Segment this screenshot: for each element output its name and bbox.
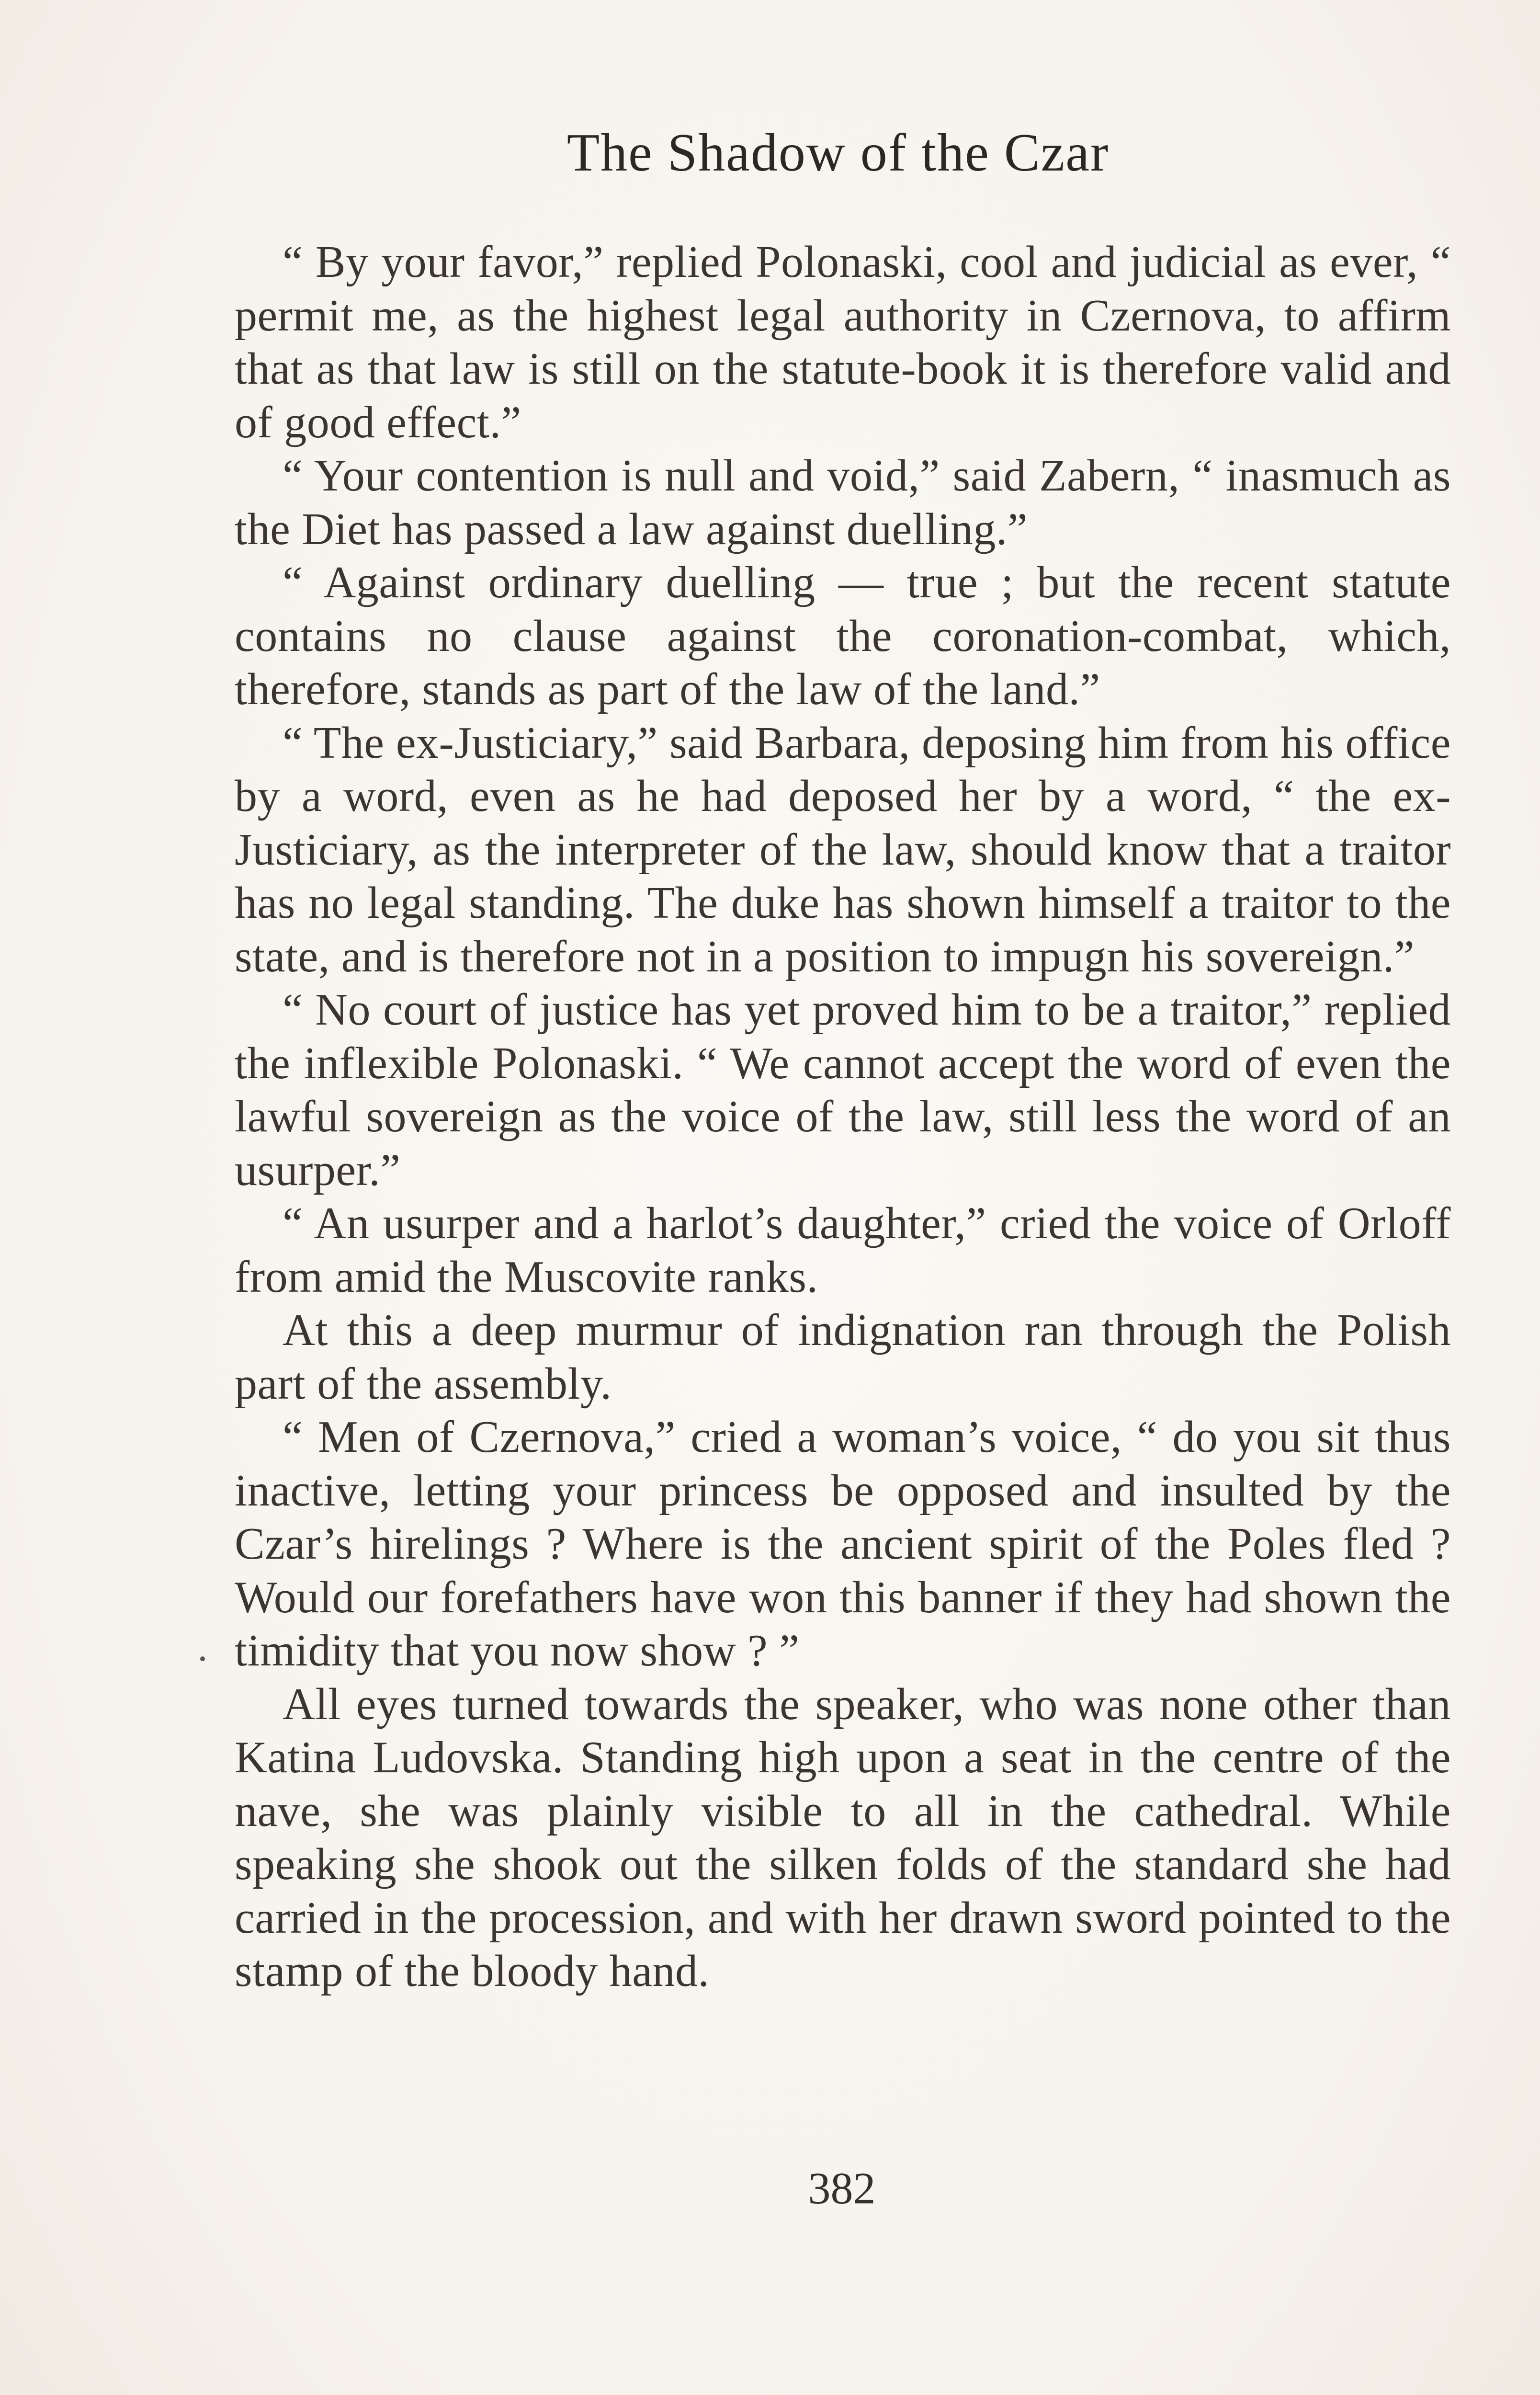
running-head-title: The Shadow of the Czar [566,123,1110,182]
paragraph: “ No court of justice has yet proved him to be a traitor,” replied the inflexible Polonaski. “ We cannot accept the word of even the lawful sovereign as the voice of the law, still less the word of an usurper.” [235,985,1451,1195]
paragraph: At this a deep murmur of indignation ran through the Polish part of the assembly. [235,1305,1451,1409]
paragraph: “ An usurper and a harlot’s daughter,” cried the voice of Orloff from amid the Muscovite ranks. [235,1198,1451,1302]
paragraph: “ Your contention is null and void,” said Zabern, “ inasmuch as the Diet has passed a law against duelling.” [235,451,1451,554]
paragraph: “ By your favor,” replied Polonaski, cool and judicial as ever, “ permit me, as the highest legal authority in Czernova, to affirm that as that law is still on the statute-book it is therefore valid and of good effect.” [235,237,1451,447]
paragraph: “ The ex-Justiciary,” said Barbara, deposing him from his office by a word, even as he had deposed her by a word, “ the ex-Justiciary, as the interpreter of the law, should know that a traitor has no legal standing. The duke has shown himself a traitor to the state, and is therefore not in a position to impugn his sovereign.” [235,718,1451,981]
body-text [235,236,1451,1998]
paragraph: All eyes turned towards the speaker, who was none other than Katina Ludovska. Standing high upon a seat in the centre of the nave, she was plainly visible to all in the cathedral. While speaking she shook out the silken folds of the standard she had carried in the procession, and with her drawn sword pointed to the stamp of the bloody hand. [235,1679,1451,1996]
paragraph: “ Men of Czernova,” cried a woman’s voice, “ do you sit thus inactive, letting your princess be opposed and insulted by the Czar’s hirelings ? Where is the ancient spirit of the Poles fled ? Would our forefathers have won this banner if they had shown the timidity that you now show ? ” [235,1412,1451,1676]
page-number: 382 [808,2164,876,2213]
ink-speck [200,1656,205,1661]
paragraph: “ Against ordinary duelling — true ; but the recent statute contains no clause against the coronation-combat, which, therefore, stands as part of the law of the land.” [235,558,1451,714]
